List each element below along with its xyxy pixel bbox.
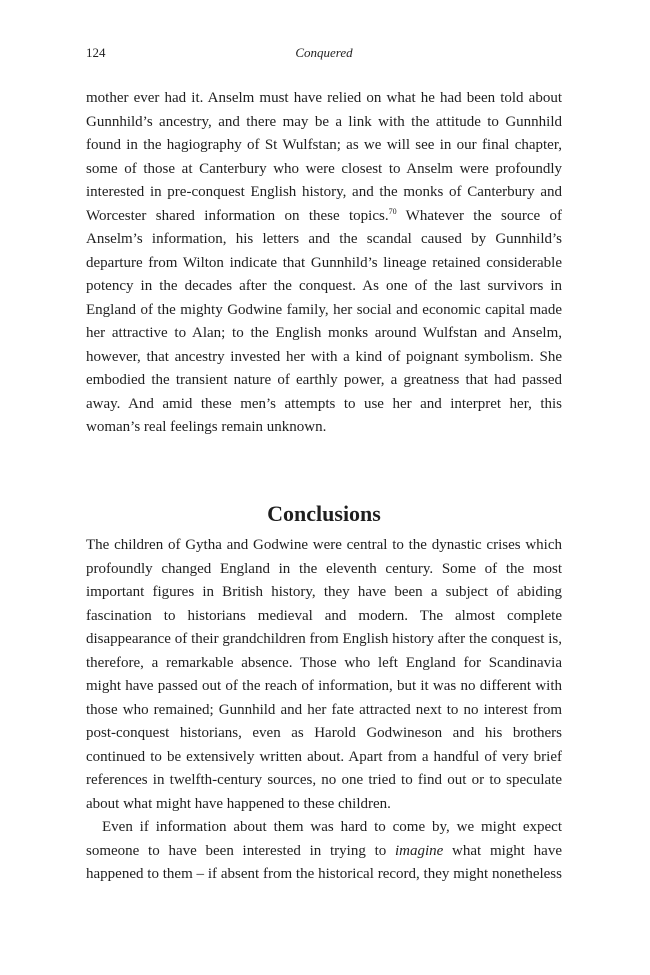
footnote-reference-70[interactable]: 70 [388,206,397,216]
paragraph-anselm-text-before-note: mother ever had it. Anselm must have relied on what he had been told about Gunnhild’s ancestry, and there may be a link with the attitude to Gunnhild found in the hagiography of St Wulfstan; as we will see in our final chapter, some of those at Canterbury who were closest to Anselm were profoundly interested in pre-conquest English history, and the monks of Canterbury and Worcester shared information on these topics. [86,90,562,224]
emphasis-imagine: imagine [394,842,444,859]
paragraph-conclusions-1-text: The children of Gytha and Godwine were central to the dynastic crises which profoundly changed England in the eleventh century. Some of the most important figures in British history, they have been a subject of abiding fascination to historians medieval and modern. The almost complete disappearance of their grandchildren from English history after the conquest is, therefore, a remarkable absence. Those who left England for Scandinavia might have passed out of the reach of information, but it was no different with those who remained; Gunnhild and her fate attracted next to no interest from post-conquest historians, even as Harold Godwineson and his brothers continued to be extensively written about. Apart from a handful of very brief references in twelfth-century sources, no one tried to find out or to speculate about what might have happened to these children. [86,537,562,812]
paragraph-conclusions-1 [86,534,562,816]
paragraph-conclusions-2-text [86,816,562,887]
paragraph-anselm-text-after-note: Whatever the source of Anselm’s information, his letters and the scandal caused by Gunnhild’s departure from Wilton indicate that Gunnhild’s lineage retained considerable potency in the decades after the conquest. As one of the last survivors in England of the mighty Godwine family, her social and economic capital made her attractive to Alan; to the English monks around Wulfstan and Anselm, however, that ancestry invested her with a kind of poignant symbolism. She embodied the transient nature of earthly power, a greatness that had passed away. And amid these men’s attempts to use her and interpret her, this woman’s real feelings remain unknown. [86,207,562,435]
page-number: 124 [86,45,106,60]
paragraph-anselm [86,87,562,440]
paragraph-anselm-text [86,87,562,440]
paragraph-conclusions-2-text-before-em: Even if information about them was hard to come by, we might expect someone to have been interested in trying to [86,819,562,859]
running-head [86,45,562,63]
section-heading-conclusions: Conclusions [267,501,381,527]
running-title: Conquered [295,45,353,60]
paragraph-conclusions-2 [86,816,562,887]
paragraph-conclusions-2-text-after-em: what might have happened to them – if absent from the historical record, they might nonetheless [86,842,562,882]
